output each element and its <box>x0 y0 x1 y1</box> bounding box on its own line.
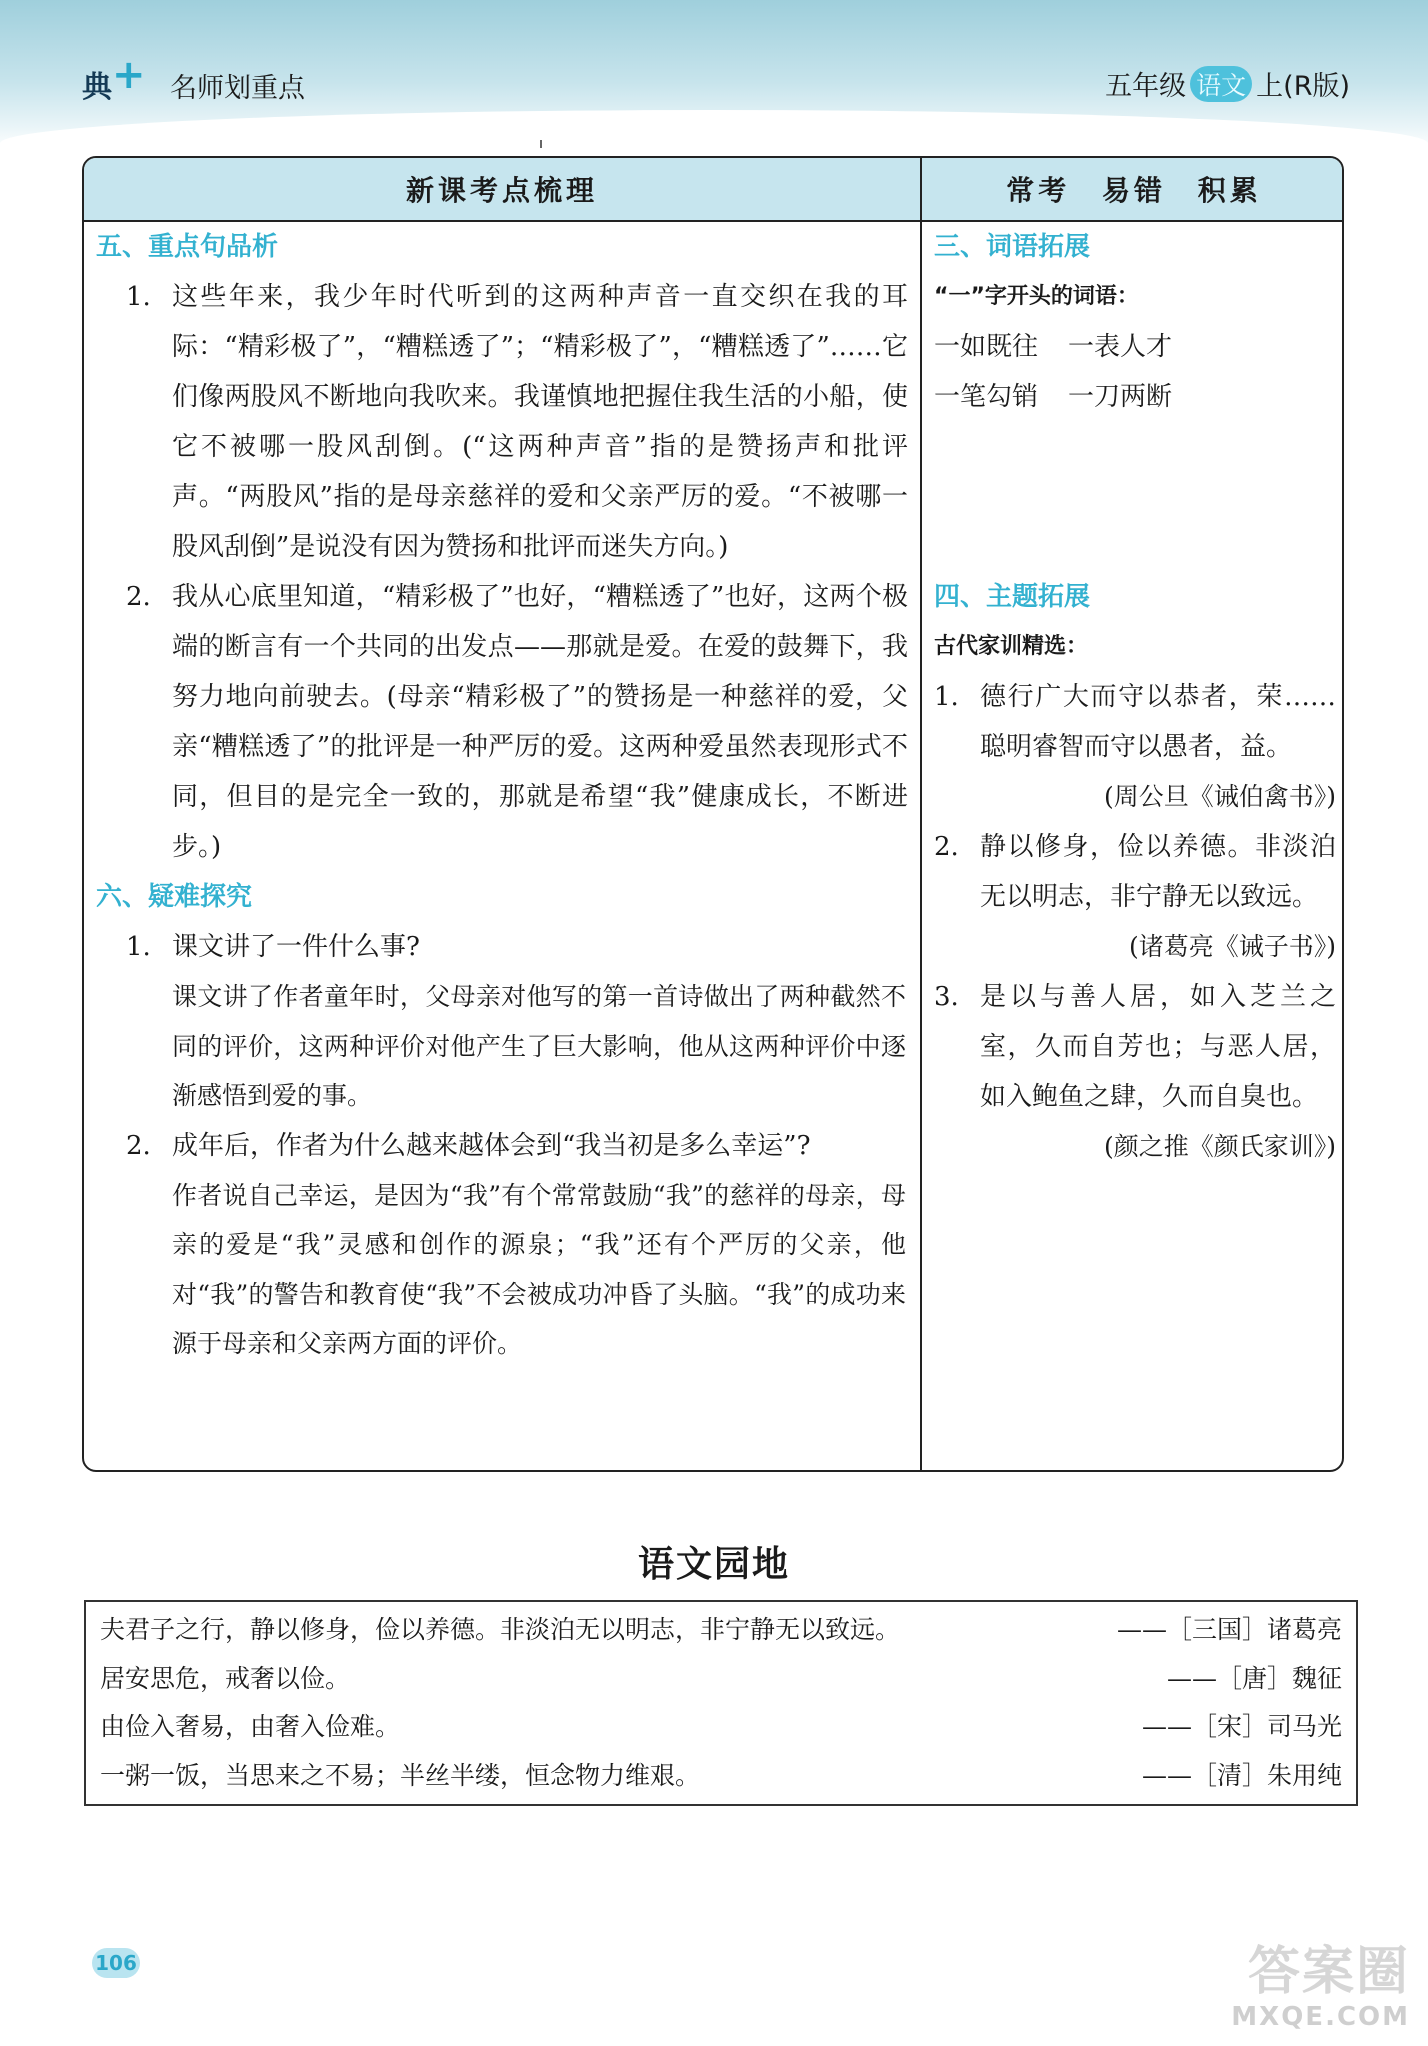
grade-label <box>1105 64 1350 103</box>
quote-text: 夫君子之行，静以修身，俭以养德。非淡泊无以明志，非宁静无以致远。 <box>100 1615 901 1644</box>
item-number: 2. <box>126 1130 151 1161</box>
watermark-url: MXQE.COM <box>1231 2002 1410 2032</box>
plus-icon: + <box>112 52 144 98</box>
quote-text: 居安思危，戒奢以俭。 <box>100 1663 351 1693</box>
item-text: 这些年来，我少年时代听到的这两种声音一直交织在我的耳际：“精彩极了”，“糟糕透了”；“精彩极了”，“糟糕透了”……它们像两股风不断地向我吹来。我谨慎地把握住我生活的小船，使它不被哪一股风刮倒。(“这两种声音”指的是赞扬声和批评声。“两股风”指的是母亲慈祥的爱和父亲严厉的爱。“不被哪一股风刮倒”是说没有因为赞扬和批评而迷失方向。) <box>172 282 908 562</box>
item-number: 3. <box>934 982 959 1012</box>
quote-row <box>100 1703 1342 1752</box>
word: 一如既往 <box>934 332 1039 362</box>
motto-text: 德行广大而守以恭者，荣……聪明睿智而守以愚者，益。 <box>980 682 1336 762</box>
question-item <box>96 922 920 972</box>
brand-title: 名师划重点 <box>170 73 305 104</box>
item-number: 2. <box>126 582 151 612</box>
watermark-text: 答案圈 <box>1247 1942 1410 2002</box>
item-number: 1. <box>934 682 959 712</box>
answer-text: 课文讲了作者童年时，父母亲对他写的第一首诗做出了两种截然不同的评价，这两种评价对他产生了巨大影响，他从这两种评价中逐渐感悟到爱的事。 <box>172 982 906 1110</box>
subject-badge: 语文 <box>1190 66 1252 102</box>
grade-prefix: 五年级 <box>1105 71 1187 102</box>
section-title: 六、疑难探究 <box>96 882 253 912</box>
page-number: 106 <box>92 1948 140 1978</box>
motto-text: 静以修身，俭以养德。非淡泊无以明志，非宁静无以致远。 <box>980 832 1336 912</box>
quote-author: ——［清］朱用纯 <box>1141 1760 1342 1790</box>
quote-text: 由俭入奢易，由奢入俭难。 <box>100 1712 401 1741</box>
sentence-analysis-item <box>96 272 920 572</box>
quote-author: ——［三国］诸葛亮 <box>1116 1615 1342 1644</box>
item-number: 1. <box>126 282 151 312</box>
quote-box <box>84 1600 1358 1806</box>
word: 一笔勾销 <box>934 382 1039 412</box>
word-row <box>934 322 1336 372</box>
question-text: 课文讲了一件什么事? <box>172 932 420 962</box>
quote-row <box>100 1655 1342 1704</box>
watermark <box>1231 1942 1410 2032</box>
quote-text: 一粥一饭，当思来之不易；半丝半缕，恒念物力维艰。 <box>100 1760 701 1790</box>
word-row <box>934 372 1336 422</box>
tick-mark <box>540 140 542 148</box>
sub-heading: 古代家训精选： <box>934 634 1089 659</box>
section-title: 三、词语拓展 <box>934 232 1091 262</box>
family-motto-item <box>934 672 1336 772</box>
family-motto-item <box>934 972 1336 1122</box>
word: 一刀两断 <box>1068 382 1173 412</box>
right-column <box>922 158 1344 1470</box>
question-text: 成年后，作者为什么越来越体会到“我当初是多么幸运”? <box>172 1130 811 1161</box>
left-column-body <box>84 222 920 1369</box>
grade-suffix: 上(R版) <box>1256 71 1350 102</box>
key-points-table <box>82 156 1344 1472</box>
sentence-analysis-item <box>96 572 920 872</box>
question-item <box>96 1121 920 1171</box>
item-text: 我从心底里知道，“精彩极了”也好，“糟糕透了”也好，这两个极端的断言有一个共同的出发点——那就是爱。在爱的鼓舞下，我努力地向前驶去。(母亲“精彩极了”的赞扬是一种慈祥的爱，父亲“糟糕透了”的批评是一种严厉的爱。这两种爱虽然表现形式不同，但目的是完全一致的，那就是希望“我”健康成长，不断进步。) <box>172 582 908 862</box>
section-title: 五、重点句品析 <box>96 232 279 262</box>
left-column <box>84 158 922 1470</box>
quote-row <box>100 1752 1342 1801</box>
answer-text: 作者说自己幸运，是因为“我”有个常常鼓励“我”的慈祥的母亲，母亲的爱是“我”灵感和创作的源泉；“我”还有个严厉的父亲，他对“我”的警告和教育使“我”不会被成功冲昏了头脑。“我”的成功来源于母亲和父亲两方面的评价。 <box>172 1180 906 1358</box>
word: 一表人才 <box>1068 332 1173 362</box>
left-column-heading: 新课考点梳理 <box>84 158 920 222</box>
motto-text: 是以与善人居，如入芝兰之室，久而自芳也；与恶人居，如入鲍鱼之肆，久而自臭也。 <box>980 982 1336 1112</box>
item-number: 2. <box>934 832 959 862</box>
sub-heading: “一”字开头的词语： <box>934 284 1139 309</box>
right-column-heading: 常考 易错 积累 <box>922 158 1344 222</box>
section-title: 四、主题拓展 <box>934 582 1091 612</box>
spacer <box>934 422 1336 572</box>
garden-title: 语文园地 <box>637 1544 790 1585</box>
motto-source: (诸葛亮《诫子书》) <box>1128 932 1336 961</box>
book-logo: 典 + <box>82 52 144 105</box>
motto-source: (周公旦《诫伯禽书》) <box>1103 782 1336 811</box>
motto-source: (颜之推《颜氏家训》) <box>1103 1132 1336 1161</box>
quote-row <box>100 1606 1342 1655</box>
item-number: 1. <box>126 932 151 962</box>
family-motto-item <box>934 822 1336 922</box>
right-column-body <box>922 222 1344 1172</box>
quote-author: ——［唐］魏征 <box>1166 1663 1342 1693</box>
quote-author: ——［宋］司马光 <box>1141 1712 1342 1741</box>
